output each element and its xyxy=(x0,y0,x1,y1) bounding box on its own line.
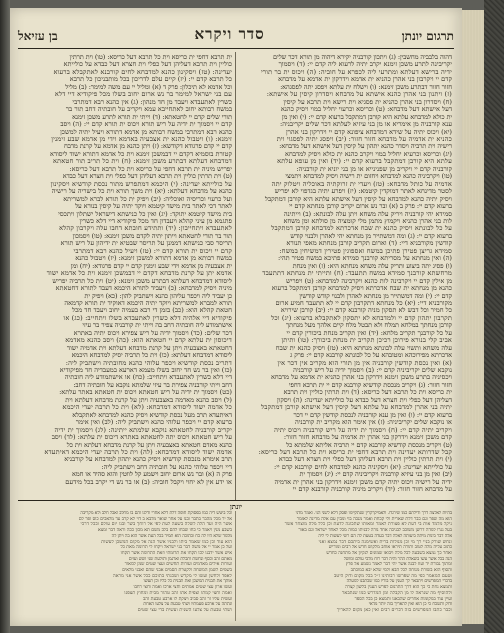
commentary-line: אשר היה ועד הלה לשלה בשעה לעת לפי אל רוחך בשר ובנו יום עולם ובכל דרכי xyxy=(80,522,232,528)
text-line: (טו) ויקרביניה כהנא למדבחא ויחזום ית רישיה ויסיק למדבחא ויתמצי xyxy=(285,173,452,181)
text-line: תור בר תורי לחטאתא וייתון יתיה לקדם משכן זימנא: (טו) ויסמכון xyxy=(72,232,232,240)
page-header xyxy=(18,24,454,44)
text-line: קדם יי קדם פרגודא דקודשא: (ז) ויתן כהנא מן אדמא על קרנת מדבח xyxy=(63,143,232,151)
text-line: יקריבינה לתרע משכן זימנא יקרב יתיה לרעוא ליה קדם יי: (ד) ויסמוך xyxy=(278,61,452,69)
text-line: עלתא היא קורבן דמתקבל ברעוא קדם יי: (יד) ואין מן עופא עלתא xyxy=(277,158,452,166)
text-line: ויסיק יתיה כהנא למדבחא על קיסין דעל אישתא עלתא היא קורבן דמתקבל xyxy=(264,195,452,203)
commentary-line: ועשו ארון עצי שטים אמתים וחצי ארכו ואמה וחצי רחבו xyxy=(133,585,232,591)
text-line: קדם משכן זימנא וידרקון בני אהרן ית אדמיה על מדבחא חזור חזור: xyxy=(283,434,452,442)
text-line: אישתמודע ליה חובתיה דחב בה וייתי ית קורבניה צפיר בר עיזי xyxy=(82,322,232,330)
scan-left-edge xyxy=(0,0,10,633)
commentary-line: הוא עוד וכן כמו שאמר ביתו ולבניו אשר הנה אל מקום המשכן לעשות xyxy=(101,539,232,545)
text-line: דעליהן דעל כפלי וית חצרא דעל כבדא על כולייתא יעדינה: (ה) ויסקון xyxy=(277,396,452,404)
text-line: אדכרתא מפירוכהא ומטובהא על כל לבונתא קורבנא קדם יי: פרק ג xyxy=(290,352,452,360)
text-line: דמדבחא דעלתא דבתרע משכן זימנא: (ח) וית כל תריב תור חטאתא xyxy=(53,158,232,166)
commentary-line: הנה בכל אשר עשו בשאלת ההר והיה דבר רוח מלכי עולם ומושל xyxy=(343,556,452,562)
commentary-divider xyxy=(235,511,236,621)
text-line: סמידא גריצן פטירן פתיכן במשח ואספוגין פטירין דמשיחין במשח: xyxy=(279,247,452,255)
text-line: דחב וייתי קורבניה צפירת בר עיזי שלמתא נוקבא על חובתיה דחב: xyxy=(73,381,232,389)
commentary-line: ניקל מלמד אות בי דעת לא פצורת לאמר ומאותו שתכונה לדעת וכן כלל מלה מוצחר אשר xyxy=(284,522,452,528)
text-line: יפריש מיניה ית תרבא דחפי על כריסא וית כל תרבא דעל כריסא: xyxy=(69,165,232,173)
text-line: דתריב נכסת קודשיא ויכפר עלוהי כהנא מחובתיה וישתביק ליה: xyxy=(65,359,232,367)
text-line: מקורבניא דיי: (יא) כל מנחתא דתקרבון קדם יי לא תתעבד חמיע ארום xyxy=(275,299,452,307)
commentary-line: ועל כן אמר יי אל משה דבר בני ישראל ויקחו לי תרומה מאת כל xyxy=(120,545,232,551)
text-line: אביב קלי בנורא פירוכן רכיכן תקריב ית מנחת ביכורך: (טו) ותיתן xyxy=(281,337,452,345)
binding-edge xyxy=(484,0,504,633)
text-line: כל אדמה ישוד ליסודא דמדבחא: (לא) וית כל תרבה יעדי היכמא xyxy=(62,404,232,412)
text-line: ית אצבעיה מן אדמא וידי שבע זימנין קדם יי קדם פרגודא: (יח) ומן xyxy=(70,262,232,270)
header-title-right: תרגום יונתן xyxy=(401,29,454,43)
text-line: מן אילין קדם יי ויקרבינה לות כהנא ויקרבינה למדבחא: (ט) ויפריש xyxy=(285,277,452,285)
text-line: דהוה בלבביה מחשבין: (ג) ויתכון קורבניה יקירא דיהוה מן תורא דכר שלים xyxy=(273,54,452,61)
text-line: ית כולא למדבחא עלתא היא קורבן דמתקבל ברעוא קדם יי: (י) ואין מן xyxy=(281,113,452,121)
commentary-line: בדברי המפרשים ויתבאר לך הענין על בוריו כמו שכתבנו למעלה xyxy=(346,579,452,585)
text-line: וכל אדמא לא תיכלון: פרק ד (א) ומליל יי עם משה למימר: (ב) מליל xyxy=(65,83,232,91)
text-line: סמידא יהי קורבניה ויריק עלה משחא ויתן עלה לבונתא: (ב) וייתינה xyxy=(283,210,452,218)
text-line: דכר שלים: (כד) ויסמוך ידיה על ריש צפירא ויכוס יתיה באתרא xyxy=(73,329,232,337)
text-line: רישיה וית תרביה ויסדר כהנא יתהון על קיסין דעל אישתא דעל מדבחא: xyxy=(279,143,452,151)
header-rule xyxy=(18,48,454,49)
text-line: (ה) ואין מנחתא על מסריתא קורבנך סמידא פתיכא במשח פטיר תהי: xyxy=(277,255,452,263)
text-line: ידיה ברישא דעלתא ומתרעי ליה לכפרא על חוביה: (ה) ויכוס ית בר תורי xyxy=(261,68,452,76)
text-line: (ט) ויקריב מנכסת קודשיא קורבנא קדם יי תרביה אליתא שלמתא כל xyxy=(286,441,452,449)
text-line: ליסודא דמדבחא דעלתא דבתרע משכן זימנא: (יט) וית כל תרביה יפריש xyxy=(52,277,232,285)
text-line: קדם יי ויכוס ית תורא קדם יי: (טז) ויעיל כהנא רבא דמתרבי xyxy=(73,247,232,255)
text-line: ויכסיניה בתרע משכן זימנא וידרקון בני אהרן כהניא ית אדמא על מדבחא xyxy=(270,374,452,382)
text-line: כהנא על מדבחא דעלתא: (יא) וית משך תורא וית כל בישריה על רישיה xyxy=(51,188,232,196)
text-line: ית כריסא וית כל תרבא דעל כריסא: (ד) וית תרתין כוליין וית תרבא xyxy=(283,389,452,397)
commentary-line: ונתתה על ארבע פעמתיו ושתי טבעת על צלעו האחת xyxy=(143,602,232,608)
text-line: על כולייתא יעדינה: (י) היכמא דמתפרש מתור נכסת קודשיא ויסקינון xyxy=(50,180,232,188)
text-line: בית מישד קיטמא יתוקד: (יג) ואין כל כנישתא דישראל ישתלון ויתכסי xyxy=(58,210,232,218)
text-line: כוליין וית תרבא דעליהן דעל כפלי וית חצרא דעל כבדא על כולייתא xyxy=(63,61,232,69)
text-line: במשח רבותא מן אדמא דתורא למשכן זימנא: (יז) ויטבול כהנא xyxy=(75,255,232,263)
text-line: לות בני אהרן כהניא ויקמוץ מתמן מלי קומציה מן סולתא ומן משחא xyxy=(283,217,452,225)
commentary-rule xyxy=(18,500,454,501)
text-line: כשרין לאתעבדא ויעבד מן חד מנהון: (ג) אין כהנא רבא דמתרבי xyxy=(72,98,232,106)
text-line: ועל כרעוי וכריסיה ואוכליה: (יב) ויפיק ית כל תורא לברא למשריתא xyxy=(63,195,232,203)
commentary-line: אלה דבר בינות מיתה ביעותה לאלה דבר בעדה בטעת לה הם רשי לעשות לי ליה xyxy=(318,533,452,539)
text-line: כל תרבא קדם יי: (יז) קיים עלם לדריכון בכל מותבניכון כל תרבא xyxy=(69,76,232,84)
commentary-line: ותמצא נחת כי כך הוא דרך התרגום לפרש הענין בלשון קצרה xyxy=(345,585,452,591)
commentary-line: ולהוסיף מה שנראה לו מן הקבלה ומן המדרש כמו שנתבאר xyxy=(342,590,452,596)
text-line: פתגמא מן עיני קהלא ויעבדון חד מכל פיקודיא דיי דלא כשרין xyxy=(79,217,232,225)
text-line: דיי דלא כשרין לאתעבדא ויתחייב: (כח) או אישתמודע ליה חובתיה xyxy=(64,374,232,382)
text-line: דחטאתא באצבעיה ויתן על קרנת מדבחא דעלתא וית אדמיה ישוד xyxy=(66,344,232,352)
text-line: כהניא ית אדמיה על מדבחא חזור חזור: (יב) ויפסג יתיה לפסגוי וית xyxy=(276,135,452,143)
text-line: (ז) ויתנון בני אהרן כהנא אישתא על מדבחא ויסדרון קיסין על אישתא: xyxy=(266,91,452,99)
page-stack-edge xyxy=(462,10,485,624)
text-line: אדמא יתן על קרנת מדבחא דקדם יי דבמשכן זימנא וית כל אדמא ישוד xyxy=(46,270,232,278)
text-line: במשח רבותא יחוב לאתחייבא עמא ויקריב על חובתיה דחב תור בר xyxy=(65,106,232,114)
text-line: כל חמיר וכל דבש לא תסקון מניה קורבנא קדם יי: (יב) קורבן שירויא xyxy=(280,307,452,315)
commentary-line: וכל ביטש דיה כמו בפסוקת חופה דלת דלא אחרי ודלנו והם בו מחלב ואכל חלב ולא מקריבה xyxy=(80,511,232,516)
header-title-left: בן עזיאל xyxy=(18,29,58,43)
text-line: (יא) ויכוס יתיה על שידא דמדבחא ציפונא קדם יי וידרקון בני אהרן xyxy=(285,128,452,136)
text-line: עלה משחא ותשוי עלה לבונתא מנחתא היא: (טז) ויסיק כהנא ית שבח xyxy=(275,344,452,352)
main-text-column-right xyxy=(240,54,452,498)
text-line: פרק ה (א) ובר נש ארום יחוב וישמע קל לווטין והוא סהיד או חמא xyxy=(71,471,232,479)
text-line: תרב אימרא מנכסת קודשיא ויסיק כהנא יתהון למדבחא על קורבניא xyxy=(64,456,232,464)
text-line: קדם יי: (י) ומה דמשתייר מן מנחתא לאהרן ולבנוי קודש קודשין xyxy=(299,292,452,300)
commentary-line: ועשית עליו זר זהב סביב ויצקת לו ארבע טבעת זהב xyxy=(143,596,232,602)
text-line: תורי שלים קדם יי לחטאתא: (ד) וייתי ית תורא לתרע משכן זימנא xyxy=(72,113,232,121)
text-line: (יב) ואין מן בני עיזיא קורבניה ויקריביניה קדם יי: (יג) ויסמוך ית xyxy=(299,471,452,479)
commentary-line: והסוף הוא בשורת מנוחה לכל הבא ולמי שלא יבא כמוכתב xyxy=(350,568,452,574)
text-line: ענא קורבניה מן אימריא או מן בני עיזיא לעלתא דכר שלים יקריבניה: xyxy=(280,121,452,129)
commentary-line: בשבע מנין ויאמר כי כחו שבחו להם בלב משם תא מכון ככה וראה דבר ומצא xyxy=(97,528,232,534)
commentary-line: ודוק ותשכח כי כן הוא ואין להאריך בזה יותר מדאי xyxy=(368,602,452,608)
text-line: דאיתעדא תרב מעל נכסת קודשיא ויסיק כהנא למדבחא לאתקבלא xyxy=(72,411,232,419)
text-line: זימנא: (ו) ויטבול כהנא ית אצבעיה באדמא וידי מן אדמא שבע זימנין xyxy=(51,135,232,143)
text-line: (יג) וכריסא וכרעיא יחליל במוי ויקרב כהנא ית כולא ויסיק למדבחא xyxy=(285,150,452,158)
text-line: (ו) פסיג יתה ביצוע ותריק עלה משחא מנחתא היא: (ז) ואין מנחת xyxy=(292,262,452,270)
text-line: (ח) ויסדרון בני אהרן כהניא ית פסגיא וית רישא וית תרבא על קיסין xyxy=(283,98,452,106)
commentary-line: בשמים לשמן המשחה ולקטרת הסמים אבני שהם ואבני מלאים xyxy=(122,568,232,574)
text-line: תריסר סבי כנישתא דממנן על תריסר שבטיא ית ידיהון על ריש תורא xyxy=(60,240,232,248)
commentary-line: ואחר כך נמצא בשבעה לכל מלה ויבואו שמונים לנקיון אל מתחנה כחדש xyxy=(326,550,452,556)
text-line: כן יעביד ליה ויכפר עליהון כהנא וישתביק להון: (כא) ויפיק ית xyxy=(84,292,232,300)
text-line: יקריב קורבניה לחטאתא נוקבא שלמתא ייתינה: (לג) ויסמוך ית ידיה xyxy=(54,426,232,434)
column-divider xyxy=(235,52,236,500)
text-line: ברעוא קדם יי: פרק ב (א) ובר נש ארום יקריב קורבן מנחתא קדם יי xyxy=(289,203,452,211)
text-line: לאתעבדא ויתחייבון: (יד) ותתידע חובתא דחבו עלה ויקרבון קהלא xyxy=(59,225,232,233)
commentary-line: ועורות אילים מאדמים ועורות תחשים ועצי שטים שמן למאור xyxy=(124,562,232,568)
text-line: קורבן מנחתך במלחא תמלח ולא תבטל מלח קיים אלהך מעל מנחתך xyxy=(286,322,452,330)
commentary-line: בעל נגרו למדה דרשן משוכב לבניכה אחד נורה לבניתו כמוה מכל לאחד ישראל וגם באור xyxy=(298,528,452,534)
text-line: ית תרבא דחפי ית כריסא וית כל תרבא דעל כריסא: (טו) וית תרתין xyxy=(69,54,232,61)
text-line: לסטר מדינחא לאתר דמוקדין קיטמא: (יז) ויפרע יתיה בגדפוי לא יפריש xyxy=(274,188,452,196)
text-line: (כז) ואין בר נש חד יחוב בשלו מעמא דארעא במעבדיה חד מפיקודיא xyxy=(59,367,232,375)
text-line: אדמה ישוד ליסודא דמדבחא: (לה) וית כל תרבה יעדי היכמא דאיתעדא xyxy=(44,449,232,457)
text-line: תורא למברא למשריתא ויוקד יתיה היכמא דאוקיד ית תורא קדמאה xyxy=(64,299,232,307)
text-line: כהנא רבא דמתרבי במשח רבותא מן אדמא דתורא ויעיל יתיה למשכן xyxy=(60,128,232,136)
commentary-column-right xyxy=(240,511,452,623)
text-line: מיניה ויסיק למדבחא: (כ) ויעביד לתורא היכמא דעבד לתורא דחטאתא xyxy=(55,285,232,293)
text-line: ברעוא קדם יי: (ג) ומה דמשתייר מן מנחתא יהי לאהרן ולבנוי קודש xyxy=(290,232,452,240)
text-line: ויקריב יתיה קדם יי: (ח) ויסמוך ית ידיה על ריש קורבניה ויכוס יתיה xyxy=(274,426,452,434)
commentary-line: בהיות לאלצה דרך ודילתם כמו שירגדו. ולאמיקרקרין שנתקיימו ופסק דלא לשני הני. ואמר מדני xyxy=(295,511,452,516)
text-line: על ריש חטאתא ויכוס יתה לחטאתא באתרא דיכוס ית עלתא: (לד) ויסב xyxy=(51,434,232,442)
text-line: ברעוא קדם יי: (ו) ואין מן ענא קורבניה לנכסת קודשין קדם יי דכר xyxy=(293,411,452,419)
text-line: קודשין מקורבניא דיי: (ד) וארום תקריב קורבן מנחתא מאפי תנורא xyxy=(286,240,452,248)
text-line: דיכוסון ית עלתא קדם יי חטאתא הוא: (כה) ויסב כהנא מאדמא xyxy=(65,337,232,345)
commentary-line: אל יר מכל מהבר בתבר ובנו על אחר שואר מלבא ב דוי לא קרב עד מלאכים כוס ופר לם xyxy=(78,516,232,522)
commentary-column-left xyxy=(20,511,232,623)
text-line: על מדבחא חזור חזור: (יד) ויקריב מיניה קורבניה קורבנא קדם יי xyxy=(292,486,452,494)
text-line: (א) ואין נכסת קודשין קורבניה אין מן תורי הוא מקריב אין דכר אין xyxy=(277,359,452,367)
text-line: חטאת קהלא הוא: (כב) בזמן די רבא בעמיה יחוב ויעבד חד מכל xyxy=(72,307,232,315)
text-line: (ל) ויסב כהנא מאדמה באצבעיה ויתן על קרנת מדבחא דעלתא וית xyxy=(65,396,232,404)
commentary-line: איש אשר ידבנו לבו תקחו את תרומתי וזאת התרומה אשר תקחו xyxy=(120,550,232,556)
text-line: ליסודא דמדבחא דעלתא: (כו) וית כל תרביה יסיק למדבחא היכמא xyxy=(71,352,232,360)
text-line: על כל קורבנך תקריב מלחא: (יד) ואין תקריב מנחת ביכורין קדם יי xyxy=(286,329,452,337)
text-line: קורבניה קדם יי ויקריב מן שפנינייא או מן בני יוניא ית קורבניה: xyxy=(296,165,452,173)
commentary-title: יונתן xyxy=(230,502,242,511)
text-line: כהנא מאדם חטאתא באצבעיה ויתן על קרנת מדבחא דעלתא וית כל xyxy=(66,441,232,449)
text-line: ידיה על רישיה ויכוס יתיה קדם משכן זימנא וידרקון בני אהרן ית אדמיה xyxy=(274,478,452,486)
text-line: חזור חזור: (ג) ויקריב מנכסת קודשיא קורבנא קדם יי ית תרבא דחפי xyxy=(288,381,452,389)
text-line: קטורת בוסמיא דקדם יי דבמשכן זימנא וית כל אדמא דתורא ישוד ליסודא xyxy=(49,150,232,158)
text-line: עם בני ישראל למימר בר נש ארום יחוב בשלו מכל פיקודיא דיי דלא xyxy=(54,91,232,99)
commentary-line: ואמה וחצי קמתו וצפית אתו זהב טהור מבית ומחוץ תצפנו xyxy=(124,590,232,596)
text-line: יתיה בני אהרן למדבחא על עלתא דעל קיסין דעל אישתא קורבן דמתקבל xyxy=(261,404,452,412)
text-line: קדם יי ויקרבון בני אהרן כהניא ית אדמא וידרקון ית אדמא על מדבחא xyxy=(278,76,452,84)
text-line: דיי ויכפר עלוהי כהנא על חובתיה דחב וישתביק ליה: xyxy=(101,463,232,471)
text-line: קבל שדרותא יעדינה וית תרבא דחפי ית כריסא וית כל תרבא דעל כריסא: xyxy=(258,449,452,457)
main-text-column-left xyxy=(20,54,232,498)
text-line: דעל אישתא דעל מדבחא: (ט) וכריסא וכרעוי יחליל במוי ויסיק כהנא xyxy=(280,106,452,114)
commentary-line: אותך את תבנית המשכן ואת תבנית כל כליו וכן תעשו xyxy=(143,579,232,585)
text-line: (י) וית תרתין כוליין וית תרבא דעליהן דעל כפלי וית חצרא דעל כבדא xyxy=(278,456,452,464)
commentary-line: ומתוך גבורת יד ועוז לבנה אשר יהי דבר לאמר נשמע אל פרץ xyxy=(345,562,452,568)
text-line: נוקבא שלים יקריביניה קדם יי: (ב) ויסמוך ידיה על ריש קורבניה xyxy=(293,367,452,375)
text-line: אדמיה על כותל מדבחא: (טז) ויעדי ית זרוקתיה באוכליה ויטלוק יתה xyxy=(271,180,452,188)
commentary-line: כתוב עליה מלה לטוב ותורה תיראו אוחב מלקוש חדש אל רבים ומוריש xyxy=(328,545,452,551)
text-line: על כל לבונתא ויסיק כהנא ית שבח אדכרתא למדבחא קורבן דמתקבל xyxy=(271,225,452,233)
book-page xyxy=(10,8,462,626)
commentary-line: וטעם המאמר כפי מה שפרשו רבותינו ז״ל בכל מקום ודוק היטב xyxy=(334,573,452,579)
text-line: לאתר דכי לאתר בית מישד קיטמא ויוקד יתיה על קיסין בנורא על xyxy=(75,203,232,211)
text-line: ברעוא קדם יי ויכפר עלוהי כהנא וישתביק ליה: (לב) ואין אימר xyxy=(75,419,232,427)
text-line: תקרבון יתהון קדם יי ולמדבחא לא יתסקון לאתקבלא ברעוא: (יג) וכל xyxy=(271,314,452,322)
text-line: חזור חזור דבתרע משכן זימנא: (ו) וישלח ית עלתא ויפסג יתה לפסגהא: xyxy=(280,83,452,91)
text-line: יעדינה: (טז) ויסקינון כהנא למדבחא לחים קורבנא לאתקבלא ברעוא xyxy=(53,68,232,76)
text-line: מרחשתא קורבנך סמידא במשח תתעבד: (ח) ותייתי ית מנחתא דתתעבד xyxy=(262,270,452,278)
text-line: כהנא מן מנחתא ית שבח אדכרתא ויסיק למדבחא קורבן דמתקבל ברעוא xyxy=(271,285,452,293)
text-line: קדם יי ויסמוך ית ידיה על ריש תורא ויכוס ית תורא קדם יי: (ה) ויסב xyxy=(60,121,232,129)
commentary-line: לאפד ולחשן ועשו לי מקדש ושכנתי בתוכם ככל אשר אני מראה xyxy=(113,573,232,579)
commentary-line: מאתם זהב וכסף ונחשת ותכלת וארגמן ותולעת שני ושש ועזים xyxy=(128,556,232,562)
header-title-center: סדר ויקרא xyxy=(194,25,265,43)
text-line: פיקודיא דיי אלהיה דלא כשרין לאתעבדא בשלו ויתחייב: (כג) או xyxy=(63,314,232,322)
commentary-line: מלמד שלא היו לה כח ובתוכה הוא תמיד בכל העת אשר הוא בה ויתן לה xyxy=(111,533,232,539)
commentary-line: ועיין עוד במקומות אחרים שהבאנו ותמצא כן בכל הספר xyxy=(354,596,452,602)
commentary-line: ושתי טבעת על צלעו השנית ועשית בדי עצי שטים xyxy=(137,607,232,613)
text-line: או נוקבא שלים יקריביניה: (ז) אין אימר הוא מקריב ית קורבניה xyxy=(295,419,452,427)
commentary-line: הוא מה שפר וגם כבר דלת שארית ולי קכחת ואמר מנכה בוי ומבין עם אלה מדינה לאומר xyxy=(296,516,452,522)
text-line: על כולייתא יעדינה: (יא) ויסקיניה כהנא למדבחא לחים קורבנא קדם יי: xyxy=(273,463,452,471)
text-line: או ידע אין לא יחוי ויקבל חוביה: (ב) או בר נש די יקרב בכל מידעם xyxy=(65,478,232,486)
text-line: (ט) וית תרתין כוליין וית תרבא דעליהן דעל כפלי וית חצרא דעל כבדא xyxy=(62,173,232,181)
text-line: (כט) ויסמוך ית ידיה על ריש חטאתא ויכוס ית חטאתא באתר עלתא: xyxy=(59,389,232,397)
commentary-line: וכבר כתבו המפרשים בזה דברים רבים ואין כאן מקום להאריך xyxy=(336,607,452,613)
commentary-line: ונחש שורק בניי רך מי וכן מנולות ברית ואשימנה ביתכם דבר נמצא ואני xyxy=(318,539,452,545)
